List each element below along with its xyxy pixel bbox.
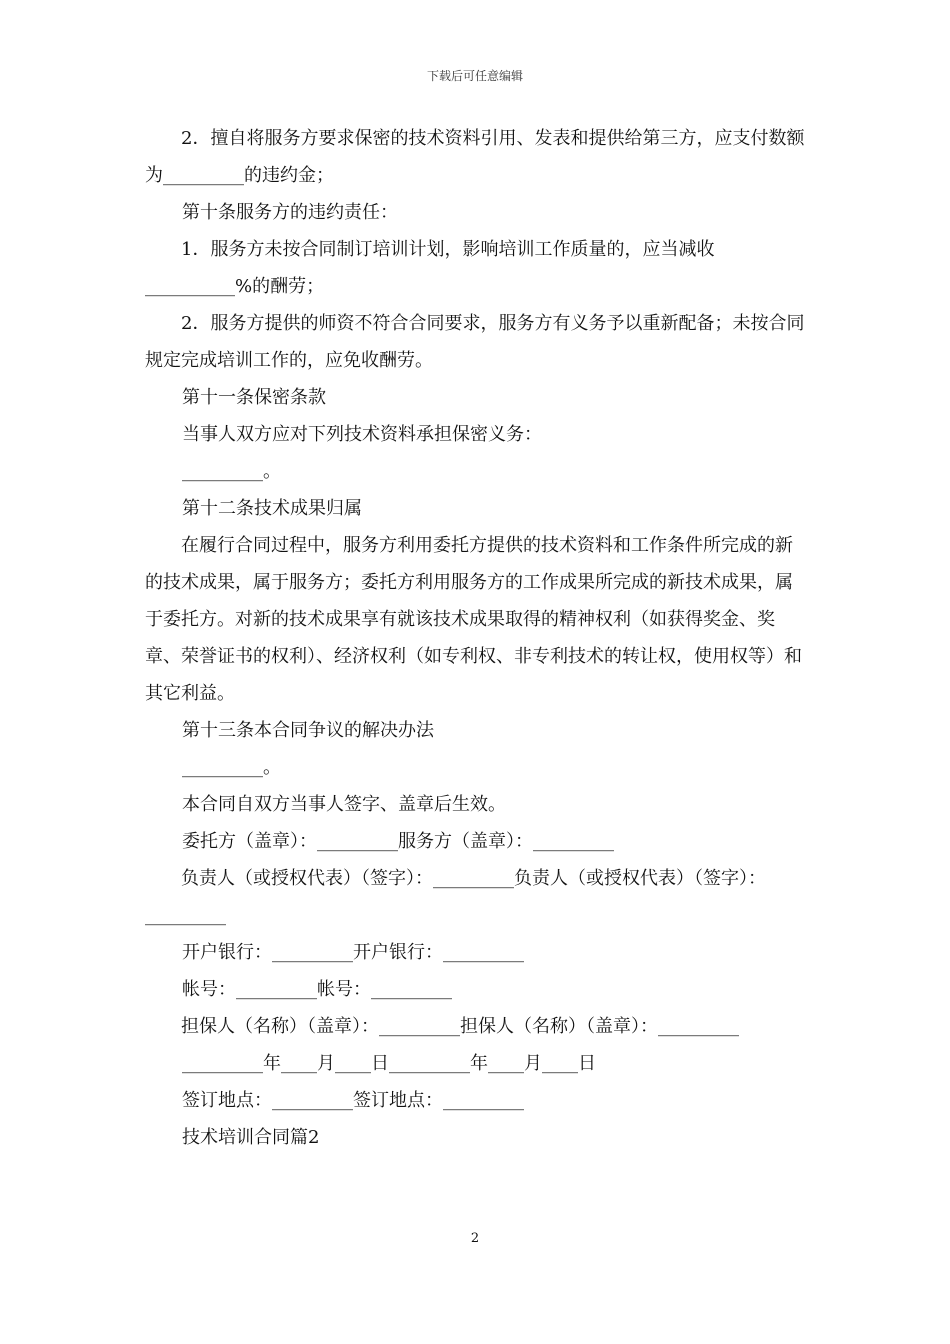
section-title: 技术培训合同篇2 <box>182 1127 320 1148</box>
article-heading: 第十一条保密条款 <box>182 387 326 408</box>
signature-line-guarantor: 担保人（名称）（盖章）：_________担保人（名称）（盖章）：_________ <box>181 1016 739 1037</box>
blank-field-line: _________。 <box>182 461 281 482</box>
effective-clause: 本合同自双方当事人签字、盖章后生效。 <box>182 794 506 815</box>
page-number: 2 <box>470 1231 480 1246</box>
clause-paragraph: 2．服务方提供的师资不符合合同要求，服务方有义务予以重新配备；未按合同规定完成培训工作的，应免收酬劳。 <box>145 313 805 371</box>
signature-line-bank: 开户银行：_________开户银行：_________ <box>182 942 524 963</box>
signature-line-date: _________年____月____日_________年____月____日 <box>182 1053 596 1074</box>
clause-paragraph: 1．服务方未按合同制订培训计划，影响培训工作质量的，应当减收__________%的酬劳； <box>145 239 715 297</box>
article-heading: 第十二条技术成果归属 <box>182 498 362 519</box>
signature-line-account: 帐号：_________帐号：_________ <box>182 979 452 1000</box>
clause-paragraph: 在履行合同过程中，服务方利用委托方提供的技术资料和工作条件所完成的新的技术成果，属于服务方；委托方利用服务方的工作成果所完成的新技术成果，属于委托方。对新的技术成果享有就该技术成果取得的精神权利（如获得奖金、奖章、荣誉证书的权利）、经济权利（如专利权、非专利技术的转让权，使用权等）和其它利益。 <box>145 535 802 704</box>
article-heading: 第十条服务方的违约责任： <box>182 202 398 223</box>
signature-line-client-provider: 委托方（盖章）：_________服务方（盖章）：_________ <box>182 831 614 852</box>
page-header-note: 下载后可任意编辑 <box>426 69 523 83</box>
blank-field-line: _________。 <box>182 757 281 778</box>
clause-paragraph: 2．擅自将服务方要求保密的技术资料引用、发表和提供给第三方，应支付数额为_________的违约金； <box>145 128 805 186</box>
clause-paragraph: 当事人双方应对下列技术资料承担保密义务： <box>182 424 542 445</box>
document-body <box>145 120 807 1156</box>
signature-line-representative: 负责人（或授权代表）（签字）：_________负责人（或授权代表）（签字）：_________ <box>145 868 766 926</box>
article-heading: 第十三条本合同争议的解决办法 <box>182 720 434 741</box>
signature-line-place: 签订地点：_________签订地点：_________ <box>182 1090 524 1111</box>
